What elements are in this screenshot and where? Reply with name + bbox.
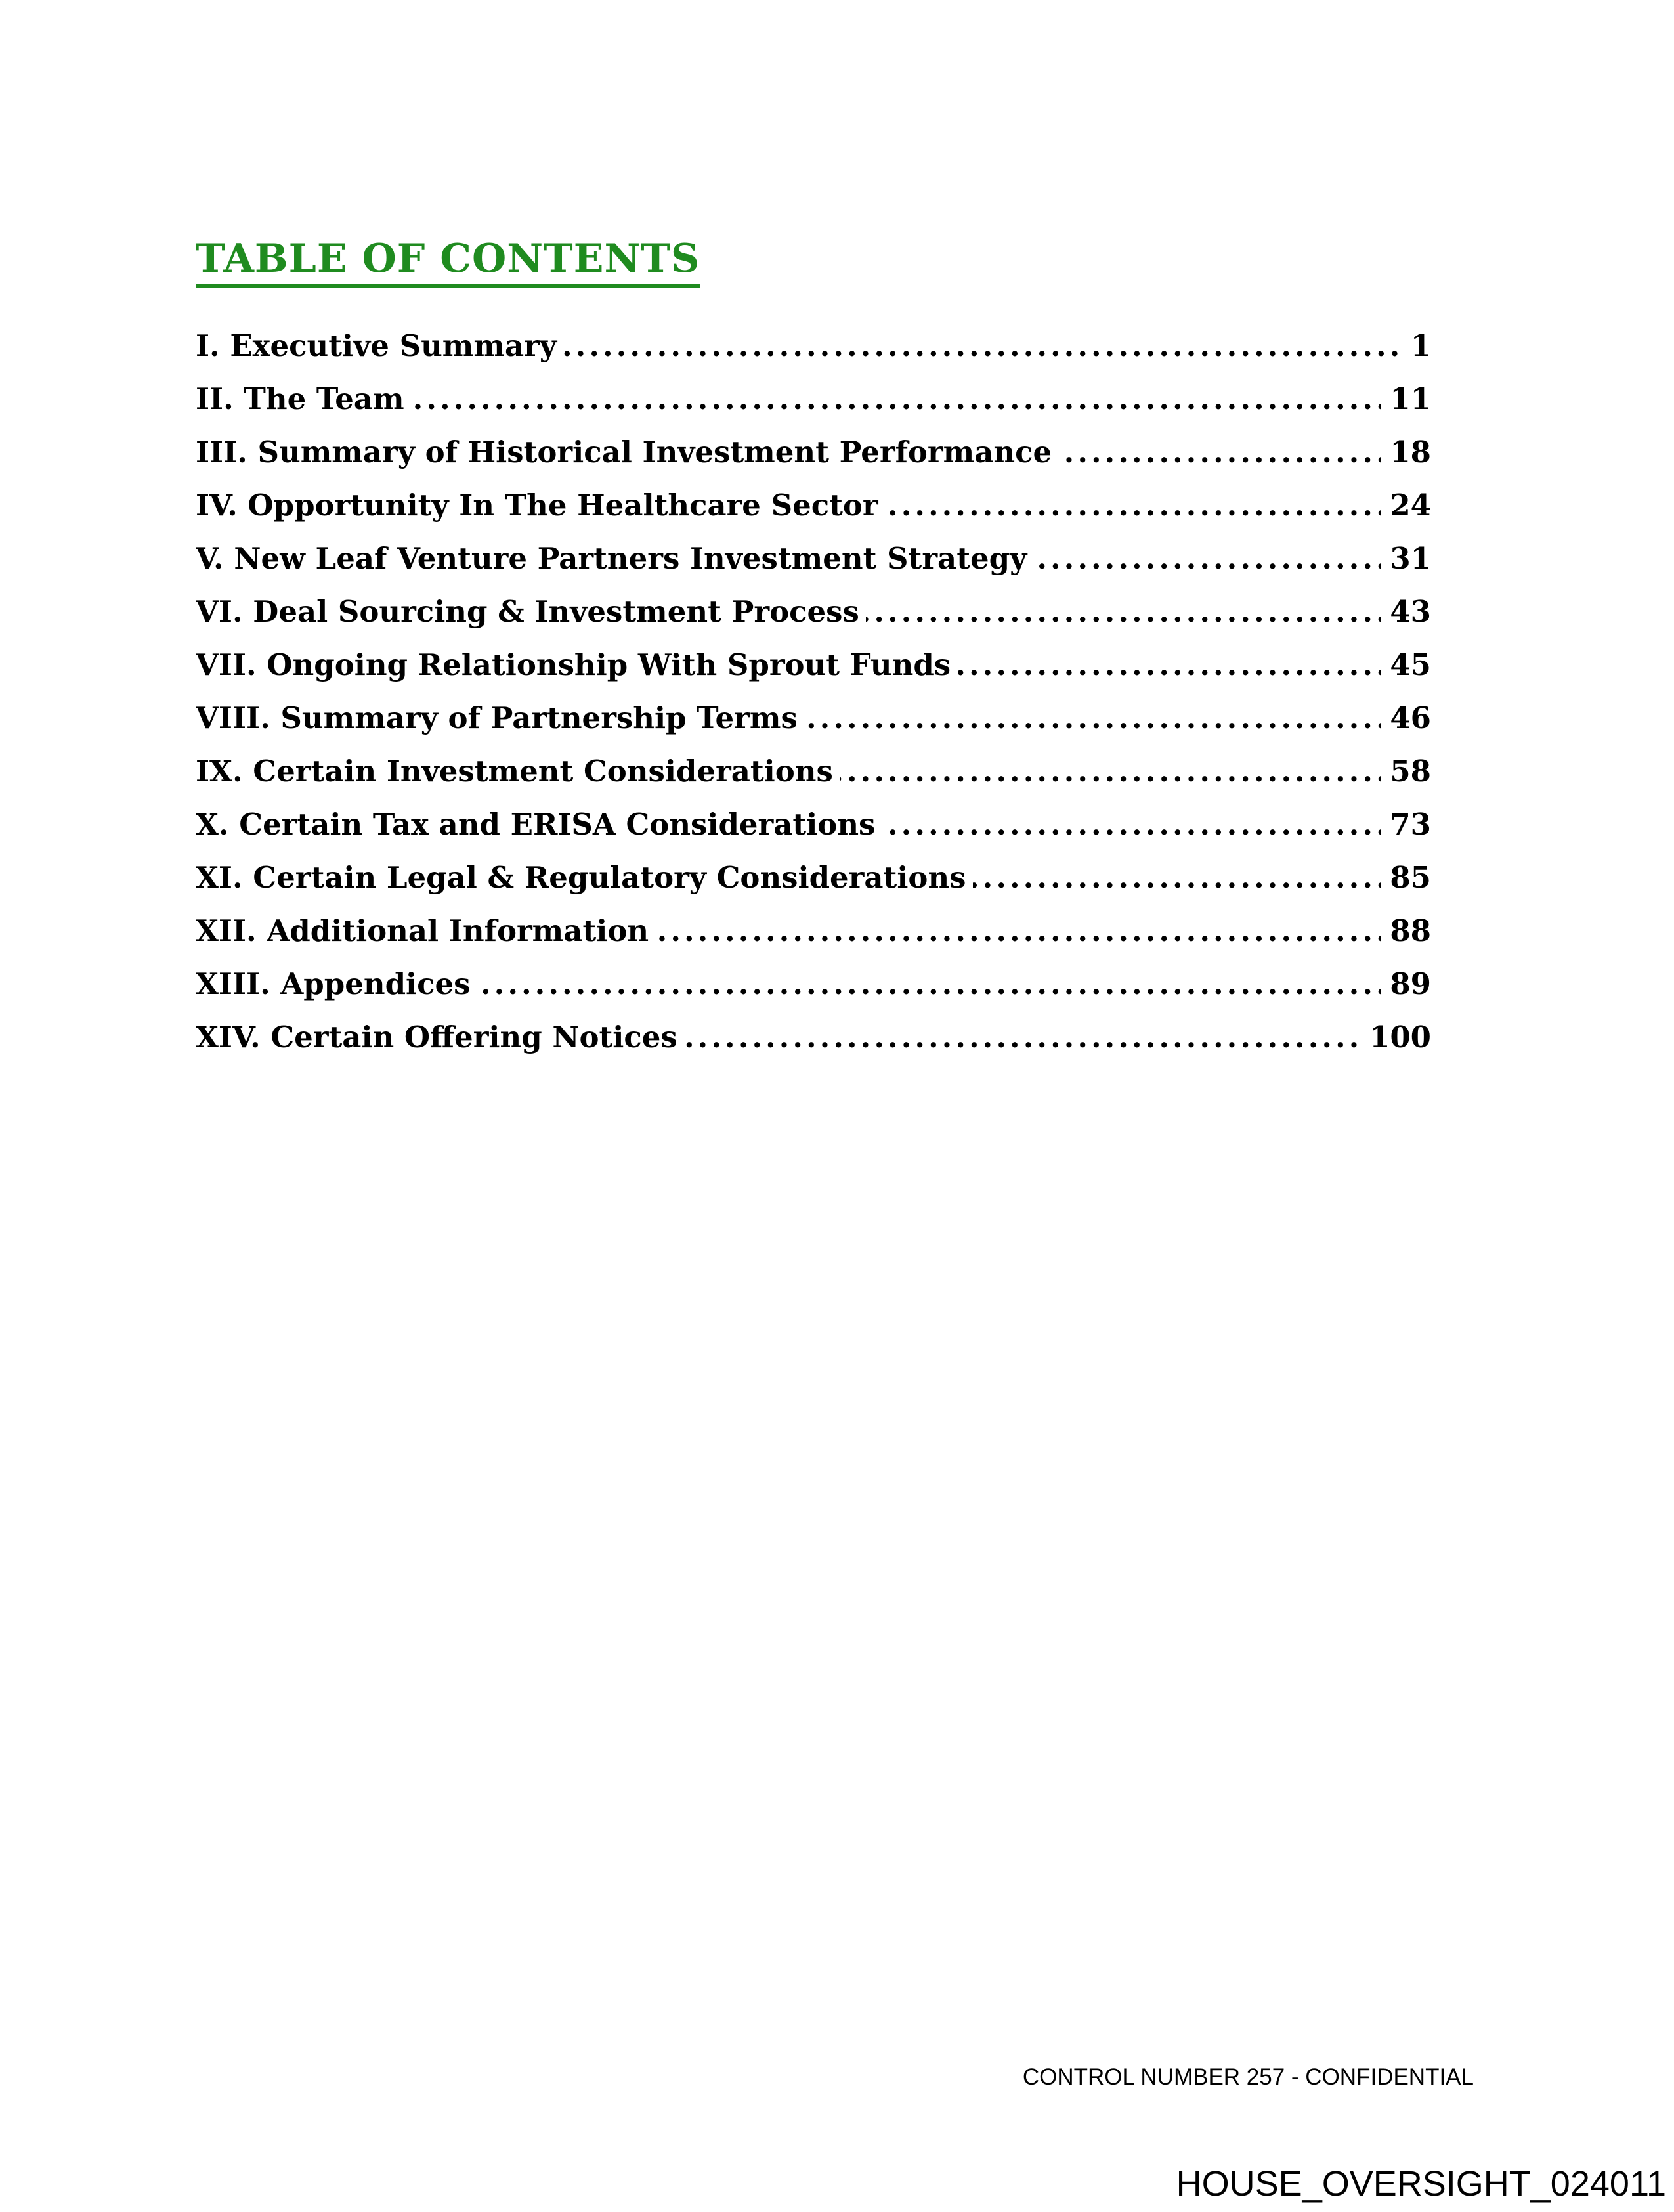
toc-entry-page: 31 — [1381, 532, 1431, 585]
toc-entry-title: IX. Certain Investment Considerations — [196, 754, 840, 789]
toc-entry — [196, 957, 1431, 1010]
toc-entry — [196, 904, 1431, 957]
toc-entry — [196, 798, 1431, 851]
toc-entry-page: 100 — [1360, 1010, 1431, 1064]
toc-entry-page: 88 — [1381, 904, 1431, 957]
toc-entry-title: XI. Certain Legal & Regulatory Considerations — [196, 860, 973, 895]
toc-entry-page: 85 — [1381, 851, 1431, 904]
toc-entry — [196, 851, 1431, 904]
toc-entry-title: II. The Team — [196, 381, 411, 416]
toc-entry-title: VII. Ongoing Relationship With Sprout Funds — [196, 647, 957, 682]
toc-entry-page: 45 — [1381, 638, 1431, 691]
toc-entry — [196, 585, 1431, 638]
toc-entry — [196, 372, 1431, 425]
toc-entry-title: X. Certain Tax and ERISA Considerations — [196, 807, 882, 842]
toc-entry — [196, 319, 1431, 372]
table-of-contents — [196, 319, 1431, 1064]
toc-entry-title: V. New Leaf Venture Partners Investment Strategy — [196, 541, 1033, 576]
toc-entry — [196, 479, 1431, 532]
bates-stamp-label: HOUSE_OVERSIGHT_024011 — [1176, 2164, 1666, 2203]
toc-entry-title: VI. Deal Sourcing & Investment Process — [196, 594, 866, 629]
toc-entry-title: XII. Additional Information — [196, 913, 655, 948]
toc-entry-title: VIII. Summary of Partnership Terms — [196, 701, 804, 735]
toc-entry-page: 11 — [1381, 372, 1431, 425]
toc-entry-title: IV. Opportunity In The Healthcare Sector — [196, 488, 885, 523]
page-title: TABLE OF CONTENTS — [196, 239, 700, 288]
toc-entry — [196, 532, 1431, 585]
toc-entry-title: III. Summary of Historical Investment Performance — [196, 435, 1058, 469]
toc-entry — [196, 691, 1431, 745]
toc-entry — [196, 1010, 1431, 1064]
control-number-confidential-label: CONTROL NUMBER 257 - CONFIDENTIAL — [1022, 2064, 1474, 2090]
toc-entry-page: 58 — [1381, 745, 1431, 798]
toc-entry — [196, 638, 1431, 691]
toc-entry — [196, 425, 1431, 479]
toc-entry-page: 46 — [1381, 691, 1431, 745]
toc-entry — [196, 745, 1431, 798]
toc-entry-page: 18 — [1381, 425, 1431, 479]
toc-entry-page: 73 — [1381, 798, 1431, 851]
toc-entry-title: I. Executive Summary — [196, 328, 563, 363]
toc-entry-page: 89 — [1381, 957, 1431, 1010]
toc-entry-page: 1 — [1402, 319, 1431, 372]
toc-entry-page: 43 — [1381, 585, 1431, 638]
toc-entry-page: 24 — [1381, 479, 1431, 532]
toc-entry-title: XIII. Appendices — [196, 966, 477, 1001]
toc-entry-title: XIV. Certain Offering Notices — [196, 1020, 684, 1054]
